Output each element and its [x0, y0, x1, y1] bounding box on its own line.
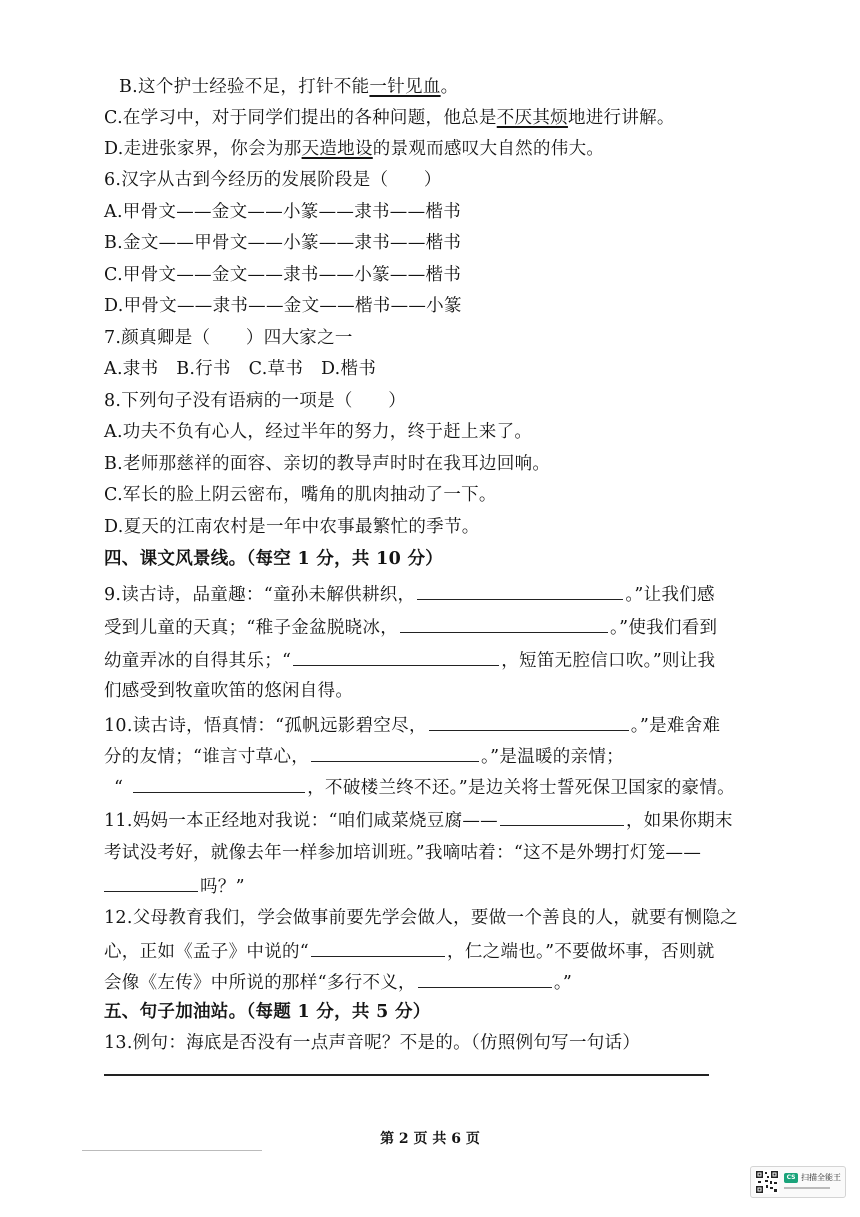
q9-blank-2[interactable] [400, 615, 608, 633]
q10-text-5: “ [114, 778, 124, 798]
scanner-watermark [750, 1166, 846, 1198]
q11-blank-1[interactable] [500, 808, 624, 826]
q5-b-end: 。 [440, 77, 459, 97]
q9-blank-1[interactable] [417, 582, 623, 600]
q9-text-4: 。”使我们看到 [610, 618, 718, 638]
scanner-logo-icon: CS [784, 1173, 798, 1183]
q11-line-3 [104, 874, 245, 898]
qr-code-icon [755, 1170, 779, 1194]
q5-option-d [104, 138, 604, 160]
q11-text-2: ，如果你期末 [625, 811, 733, 831]
q5-d-text: D.走进张家界，你会为那 [104, 139, 302, 159]
section-4-heading: 四、课文风景线。（每空 1 分，共 10 分） [104, 549, 444, 569]
q5-b-idiom: 一针见血 [369, 77, 441, 97]
q5-c-idiom: 不厌其烦 [496, 108, 568, 128]
q10-line-3 [114, 775, 735, 799]
q9-blank-3[interactable] [293, 648, 499, 666]
q11-line-2: 考试没考好，就像去年一样参加培训班。”我嘀咕着：“这不是外甥打灯笼—— [104, 843, 702, 863]
q7-stem: 7.颜真卿是（ ）四大家之一 [104, 328, 353, 348]
q9-text-3: 受到儿童的天真；“稚子金盆脱晓冰， [104, 618, 399, 638]
q9-text-2: 。”让我们感 [625, 585, 715, 605]
q10-blank-2[interactable] [311, 744, 479, 762]
scanner-tagline-mark [784, 1186, 830, 1190]
q12-line-1: 12.父母教育我们，学会做事前要先学会做人，要做一个善良的人，就要有恻隐之 [104, 908, 738, 928]
q12-text-3: 会像《左传》中所说的那样“多行不义， [104, 973, 416, 993]
q13-stem: 13.例句：海底是否没有一点声音呢？不是的。（仿照例句写一句话） [104, 1033, 641, 1053]
q10-blank-3[interactable] [133, 775, 305, 793]
section-5-heading: 五、句子加油站。（每题 1 分，共 5 分） [104, 1002, 431, 1022]
scanner-brand: 扫描全能王 [801, 1173, 841, 1182]
q8-option-a: A.功夫不负有心人，经过半年的努力，终于赶上来了。 [104, 422, 533, 442]
q10-text-4: 。”是温暖的亲情； [481, 747, 624, 767]
q10-line-2 [104, 744, 624, 768]
q9-line-1 [104, 582, 715, 606]
q9-text-6: ，短笛无腔信口吹。”则让我 [501, 651, 716, 671]
q6-option-c: C.甲骨文——金文——隶书——小篆——楷书 [104, 265, 462, 285]
q8-option-c: C.军长的脸上阴云密布，嘴角的肌肉抽动了一下。 [104, 485, 497, 505]
page-number: 第 2 页 共 6 页 [380, 1131, 480, 1147]
q6-option-a: A.甲骨文——金文——小篆——隶书——楷书 [104, 202, 461, 222]
q8-option-d: D.夏天的江南农村是一年中农事最繁忙的季节。 [104, 517, 480, 537]
q6-option-d: D.甲骨文——隶书——金文——楷书——小篆 [104, 296, 462, 316]
q9-line-2 [104, 615, 717, 639]
q5-d-idiom: 天造地设 [301, 139, 373, 159]
q6-stem: 6.汉字从古到今经历的发展阶段是（ ） [104, 170, 442, 190]
q8-stem: 8.下列句子没有语病的一项是（ ） [104, 391, 407, 411]
q5-option-c [104, 107, 675, 129]
q5-c-text: C.在学习中，对于同学们提出的各种问题，他总是 [104, 108, 497, 128]
q12-line-2 [104, 939, 715, 963]
q13-answer-line[interactable] [104, 1074, 709, 1076]
q12-blank-1[interactable] [311, 939, 445, 957]
q11-text-1: 11.妈妈一本正经地对我说：“咱们咸菜烧豆腐—— [104, 811, 498, 831]
q10-text-2: 。”是难舍难 [630, 716, 721, 736]
q10-blank-1[interactable] [429, 713, 629, 731]
q12-text-4: 。” [553, 973, 573, 993]
q12-text-1: 心，正如《孟子》中说的“ [104, 942, 310, 962]
q11-line-1 [104, 808, 733, 832]
q9-line-3 [104, 648, 715, 672]
q8-option-b: B.老师那慈祥的面容、亲切的教导声时时在我耳边回响。 [104, 454, 551, 474]
q12-text-2: ，仁之端也。”不要做坏事，否则就 [447, 942, 715, 962]
q7-options: A.隶书 B.行书 C.草书 D.楷书 [104, 359, 377, 379]
scan-mark-line [82, 1150, 262, 1151]
q10-text-1: 10.读古诗，悟真情：“孤帆远影碧空尽， [104, 716, 427, 736]
q12-blank-2[interactable] [418, 970, 552, 988]
q5-d-end: 的景观而感叹大自然的伟大。 [372, 139, 605, 159]
q10-line-1 [104, 713, 720, 737]
q9-line-4: 们感受到牧童吹笛的悠闲自得。 [104, 681, 354, 701]
q9-text-1: 9.读古诗，品童趣：“童孙未解供耕织， [104, 585, 416, 605]
q5-b-text: B.这个护士经验不足，打针不能 [119, 77, 370, 97]
q11-blank-2[interactable] [104, 874, 198, 892]
q12-line-3 [104, 970, 572, 994]
q5-c-end: 地进行讲解。 [567, 108, 675, 128]
q6-option-b: B.金文——甲骨文——小篆——隶书——楷书 [104, 233, 462, 253]
q11-text-3: 吗？” [200, 877, 245, 897]
q10-text-3: 分的友情；“谁言寸草心， [104, 747, 310, 767]
q9-text-5: 幼童弄冰的自得其乐；“ [104, 651, 292, 671]
q10-text-6: ，不破楼兰终不还。”是边关将士誓死保卫国家的豪情。 [307, 778, 735, 798]
q5-option-b [119, 76, 458, 98]
